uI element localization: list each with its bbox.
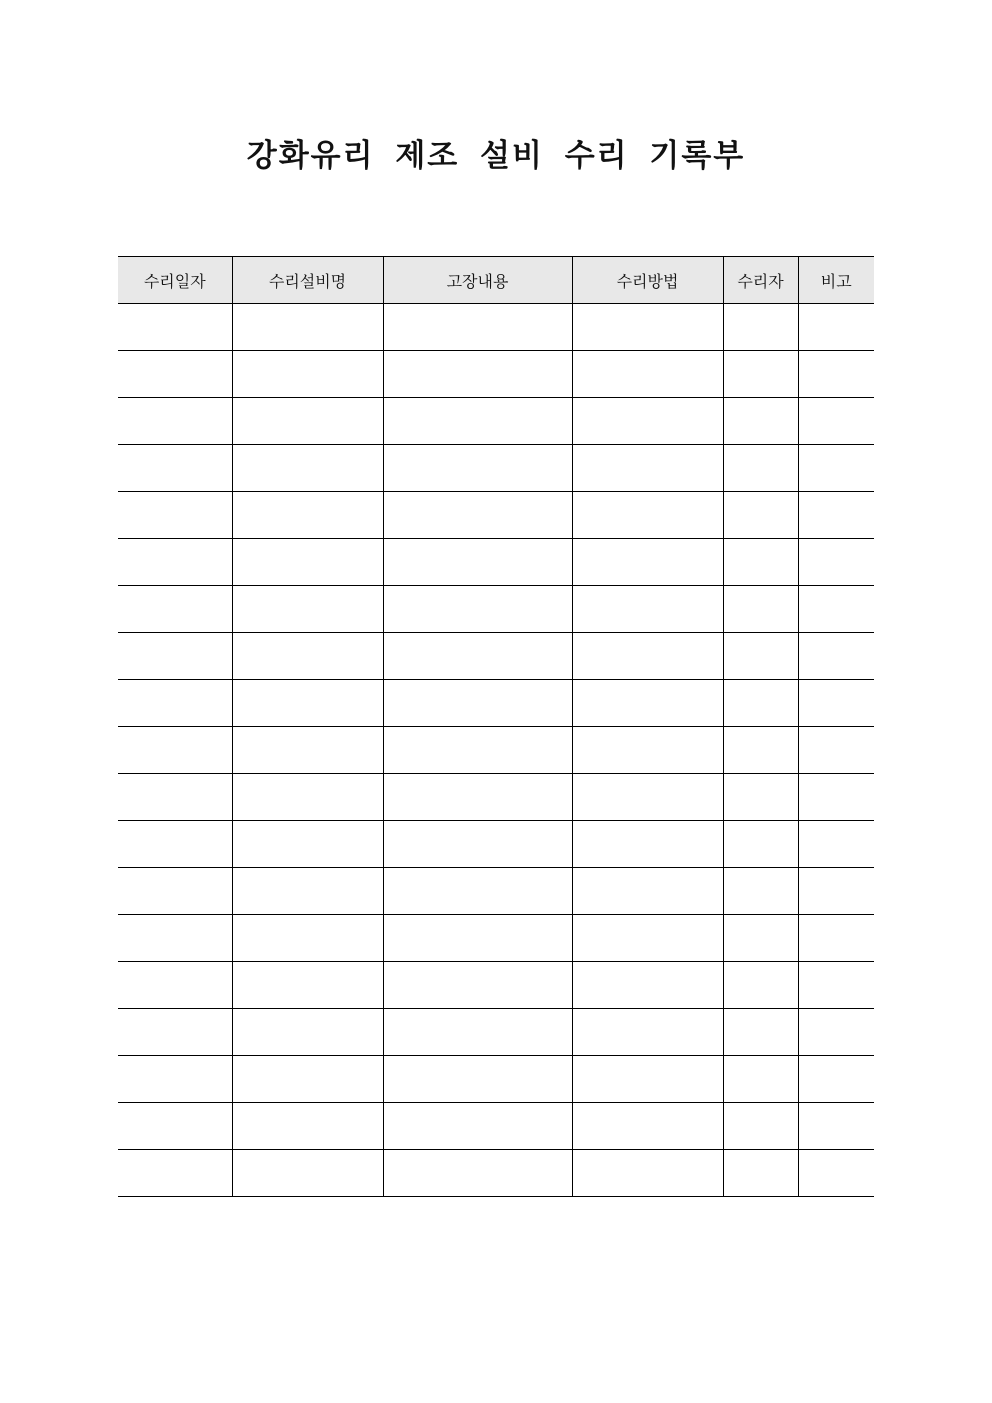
table-row (118, 821, 874, 868)
cell-equipment-name (232, 774, 383, 821)
cell-repair-method (572, 727, 723, 774)
cell-repair-method (572, 680, 723, 727)
cell-remarks (798, 680, 874, 727)
cell-repair-method (572, 774, 723, 821)
cell-repair-date (118, 586, 232, 633)
header-repairer: 수리자 (723, 257, 798, 304)
table-row (118, 304, 874, 351)
cell-equipment-name (232, 1150, 383, 1197)
cell-equipment-name (232, 539, 383, 586)
table-row (118, 962, 874, 1009)
cell-repairer (723, 821, 798, 868)
cell-equipment-name (232, 821, 383, 868)
table-row (118, 774, 874, 821)
cell-repair-date (118, 774, 232, 821)
cell-repairer (723, 962, 798, 1009)
cell-repair-date (118, 1056, 232, 1103)
cell-repair-method (572, 633, 723, 680)
cell-equipment-name (232, 962, 383, 1009)
cell-repair-method (572, 398, 723, 445)
cell-repairer (723, 445, 798, 492)
table-row (118, 351, 874, 398)
cell-repair-method (572, 1009, 723, 1056)
cell-equipment-name (232, 398, 383, 445)
table-row (118, 868, 874, 915)
cell-equipment-name (232, 727, 383, 774)
document-title: 강화유리 제조 설비 수리 기록부 (246, 138, 746, 174)
cell-repairer (723, 680, 798, 727)
cell-remarks (798, 633, 874, 680)
cell-repairer (723, 586, 798, 633)
cell-repairer (723, 539, 798, 586)
cell-equipment-name (232, 445, 383, 492)
cell-fault-description (383, 539, 572, 586)
table-row (118, 633, 874, 680)
cell-equipment-name (232, 351, 383, 398)
cell-fault-description (383, 445, 572, 492)
cell-repairer (723, 304, 798, 351)
table-header-row (118, 257, 874, 304)
cell-repair-method (572, 1056, 723, 1103)
cell-repair-date (118, 868, 232, 915)
cell-remarks (798, 1056, 874, 1103)
cell-fault-description (383, 1150, 572, 1197)
cell-fault-description (383, 774, 572, 821)
cell-equipment-name (232, 1056, 383, 1103)
table-body (118, 304, 874, 1197)
cell-fault-description (383, 680, 572, 727)
cell-fault-description (383, 727, 572, 774)
cell-repair-method (572, 586, 723, 633)
cell-remarks (798, 539, 874, 586)
cell-repair-date (118, 539, 232, 586)
table-row (118, 680, 874, 727)
cell-repairer (723, 868, 798, 915)
cell-remarks (798, 1009, 874, 1056)
table-row (118, 727, 874, 774)
cell-repairer (723, 398, 798, 445)
cell-repair-method (572, 1150, 723, 1197)
cell-repair-date (118, 727, 232, 774)
cell-remarks (798, 492, 874, 539)
cell-equipment-name (232, 1103, 383, 1150)
cell-repairer (723, 1009, 798, 1056)
cell-remarks (798, 304, 874, 351)
table-row (118, 492, 874, 539)
cell-repair-method (572, 445, 723, 492)
cell-repair-date (118, 1103, 232, 1150)
cell-repair-method (572, 351, 723, 398)
cell-fault-description (383, 398, 572, 445)
cell-fault-description (383, 586, 572, 633)
cell-repair-method (572, 915, 723, 962)
cell-equipment-name (232, 680, 383, 727)
cell-repairer (723, 915, 798, 962)
table-row (118, 1150, 874, 1197)
header-repair-date: 수리일자 (118, 257, 232, 304)
cell-remarks (798, 398, 874, 445)
cell-repair-date (118, 1150, 232, 1197)
cell-repair-method (572, 868, 723, 915)
table-row (118, 1103, 874, 1150)
cell-repair-method (572, 492, 723, 539)
cell-equipment-name (232, 633, 383, 680)
cell-remarks (798, 962, 874, 1009)
cell-equipment-name (232, 915, 383, 962)
cell-repairer (723, 1150, 798, 1197)
cell-equipment-name (232, 586, 383, 633)
cell-repair-method (572, 539, 723, 586)
cell-repairer (723, 492, 798, 539)
cell-repair-date (118, 680, 232, 727)
cell-remarks (798, 586, 874, 633)
cell-remarks (798, 445, 874, 492)
cell-remarks (798, 774, 874, 821)
table-row (118, 915, 874, 962)
cell-equipment-name (232, 1009, 383, 1056)
cell-repair-date (118, 445, 232, 492)
cell-repair-date (118, 1009, 232, 1056)
header-equipment-name: 수리설비명 (232, 257, 383, 304)
cell-repair-date (118, 821, 232, 868)
cell-repair-date (118, 351, 232, 398)
header-remarks: 비고 (798, 257, 874, 304)
cell-equipment-name (232, 492, 383, 539)
cell-repair-date (118, 398, 232, 445)
cell-fault-description (383, 1056, 572, 1103)
header-repair-method: 수리방법 (572, 257, 723, 304)
cell-remarks (798, 915, 874, 962)
cell-remarks (798, 1150, 874, 1197)
cell-fault-description (383, 962, 572, 1009)
cell-repairer (723, 1103, 798, 1150)
cell-fault-description (383, 915, 572, 962)
table-row (118, 445, 874, 492)
cell-fault-description (383, 821, 572, 868)
cell-repair-date (118, 633, 232, 680)
cell-repairer (723, 633, 798, 680)
cell-remarks (798, 868, 874, 915)
table-row (118, 539, 874, 586)
table-row (118, 1056, 874, 1103)
cell-repairer (723, 1056, 798, 1103)
repair-log-table (118, 256, 874, 1197)
cell-remarks (798, 821, 874, 868)
cell-fault-description (383, 304, 572, 351)
cell-fault-description (383, 492, 572, 539)
cell-repairer (723, 351, 798, 398)
cell-remarks (798, 727, 874, 774)
cell-remarks (798, 1103, 874, 1150)
cell-fault-description (383, 633, 572, 680)
cell-fault-description (383, 351, 572, 398)
cell-repair-method (572, 304, 723, 351)
cell-repair-date (118, 492, 232, 539)
header-fault-description: 고장내용 (383, 257, 572, 304)
cell-equipment-name (232, 304, 383, 351)
cell-remarks (798, 351, 874, 398)
cell-fault-description (383, 1103, 572, 1150)
cell-fault-description (383, 1009, 572, 1056)
cell-repair-method (572, 1103, 723, 1150)
cell-repair-date (118, 915, 232, 962)
cell-equipment-name (232, 868, 383, 915)
cell-repair-method (572, 821, 723, 868)
cell-repair-date (118, 962, 232, 1009)
table-row (118, 398, 874, 445)
table-row (118, 1009, 874, 1056)
cell-fault-description (383, 868, 572, 915)
cell-repairer (723, 727, 798, 774)
table-row (118, 586, 874, 633)
cell-repairer (723, 774, 798, 821)
cell-repair-date (118, 304, 232, 351)
cell-repair-method (572, 962, 723, 1009)
